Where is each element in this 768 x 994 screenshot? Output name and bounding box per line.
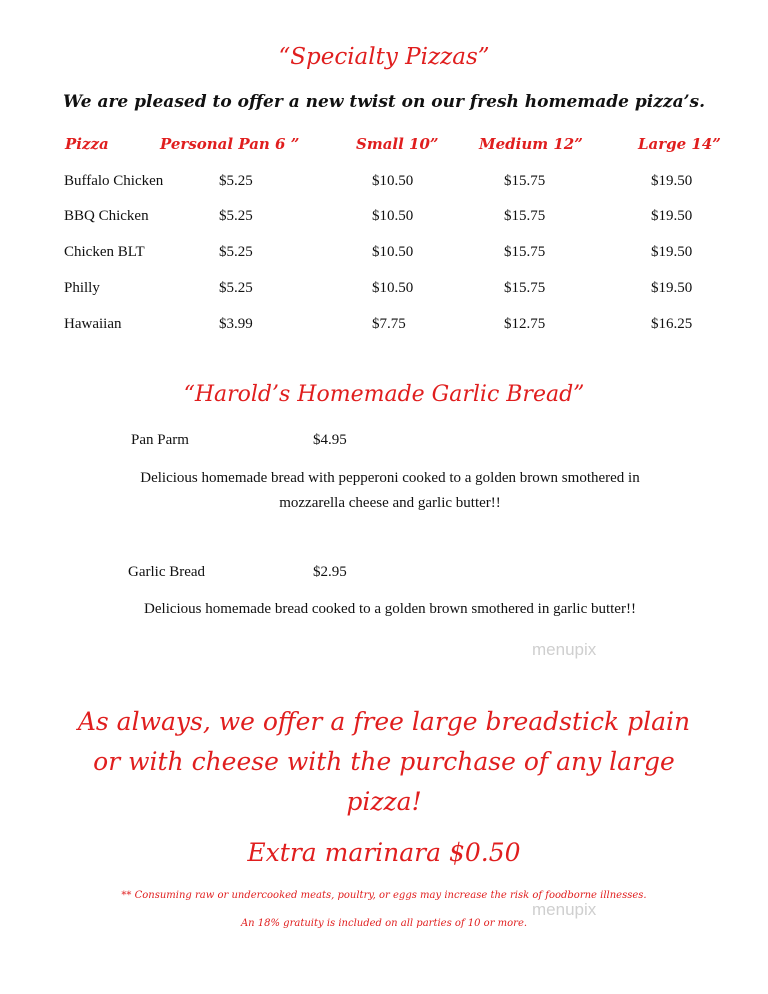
table-row [0,316,768,338]
price-personal: $3.99 [219,316,253,332]
column-header-medium: Medium 12” [479,135,583,153]
price-personal: $5.25 [219,244,253,260]
price-large: $19.50 [651,244,693,260]
watermark-logo: menupix [532,900,597,919]
price-large: $19.50 [651,173,693,189]
extra-marinara: Extra marinara $0.50 [247,838,521,867]
price-personal: $5.25 [219,173,253,189]
price-large: $19.50 [651,208,693,224]
price-large: $16.25 [651,316,693,332]
pizza-name: Hawaiian [64,316,122,332]
promo-line: or with cheese with the purchase of any large [93,747,675,776]
table-row [0,280,768,302]
item-description: Delicious homemade bread cooked to a golden brown smothered in garlic butter!! [144,601,636,617]
price-small: $10.50 [372,280,414,296]
menu-title: “Specialty Pizzas” [278,44,490,70]
item-description [60,466,720,516]
description-line: mozzarella cheese and garlic butter!! [279,495,501,511]
garlic-bread-title: “Harold’s Homemade Garlic Bread” [183,382,585,407]
promo-line: pizza! [346,787,422,816]
pizza-name: Chicken BLT [64,244,145,260]
price-small: $10.50 [372,244,414,260]
item-name: Pan Parm [131,432,189,448]
item-name: Garlic Bread [128,564,206,580]
price-medium: $12.75 [504,316,546,332]
price-medium: $15.75 [504,173,546,189]
description-line: Delicious homemade bread with pepperoni cooked to a golden brown smothered in [140,470,640,486]
column-header-small: Small 10” [356,135,439,153]
price-medium: $15.75 [504,280,546,296]
price-personal: $5.25 [219,208,253,224]
table-row [0,208,768,230]
pizza-name: Philly [64,280,100,296]
price-small: $10.50 [372,208,414,224]
menu-subtitle: We are pleased to offer a new twist on our fresh homemade pizza’s. [63,92,705,112]
pizza-name: BBQ Chicken [64,208,149,224]
item-price: $2.95 [313,564,347,580]
promo-line: As always, we offer a free large breadstick plain [77,707,691,736]
price-large: $19.50 [651,280,693,296]
table-row [0,173,768,195]
column-header-personal: Personal Pan 6 ” [160,135,300,153]
column-header-large: Large 14” [638,135,721,153]
watermark-logo: menupix [532,640,597,659]
price-medium: $15.75 [504,244,546,260]
price-small: $7.75 [372,316,406,332]
promo-text [20,702,748,822]
table-row [0,244,768,266]
column-header-pizza: Pizza [65,135,109,153]
price-personal: $5.25 [219,280,253,296]
item-price: $4.95 [313,432,347,448]
gratuity-note: An 18% gratuity is included on all parties of 10 or more. [240,918,528,929]
price-medium: $15.75 [504,208,546,224]
food-safety-warning: ** Consuming raw or undercooked meats, poultry, or eggs may increase the risk of foodborne illnesses. [121,890,647,901]
pizza-name: Buffalo Chicken [64,173,164,189]
price-small: $10.50 [372,173,414,189]
